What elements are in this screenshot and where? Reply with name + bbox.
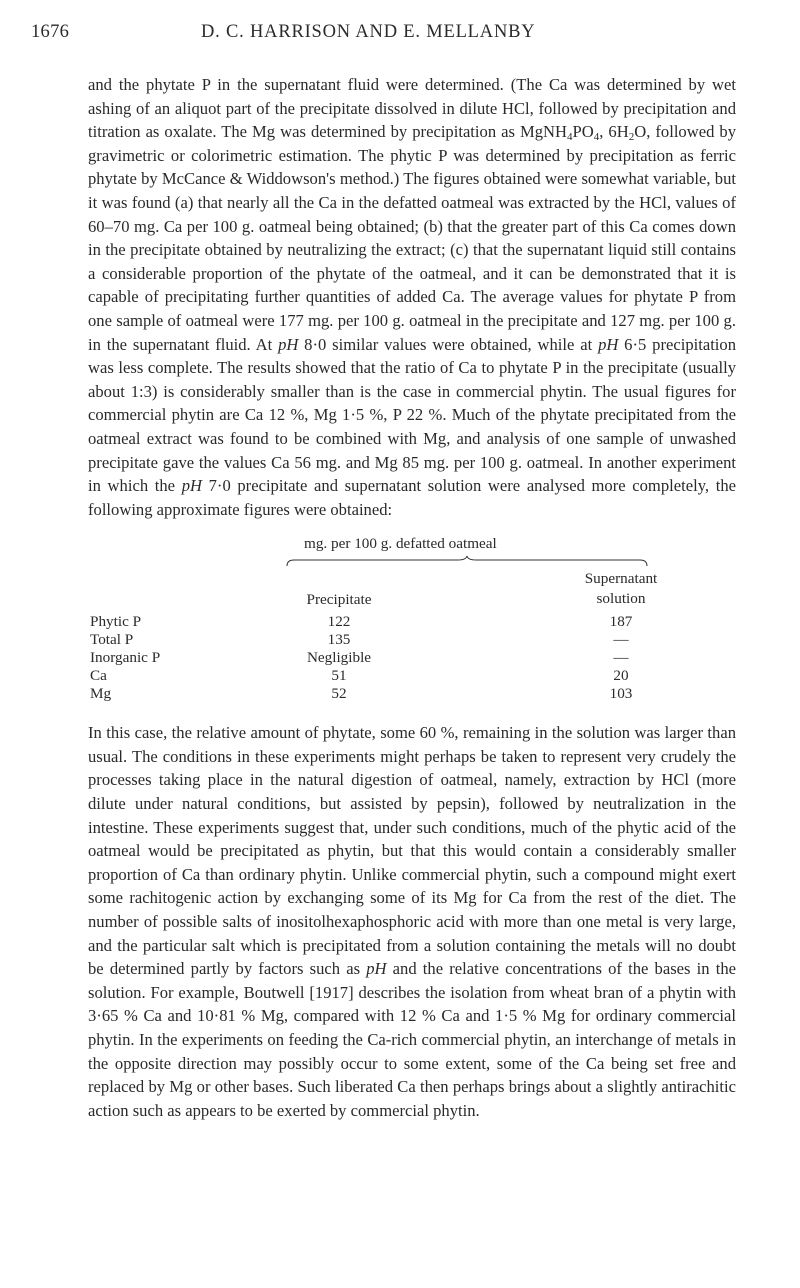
ph-term: pH: [278, 334, 299, 354]
results-table: [88, 535, 728, 703]
p1-text-f: 6·5 precipitation was less complete. The results showed that the ratio of Ca to phytate P in the precipitate (usually about 1:3) is considerably smaller than is the case in commercial phytin. The usual figures for commercial phytin are Ca 12 %, Mg 1·5 %, P 22 %. Much of the phytate precipitated from the oatmeal extract was found to be combined with Mg, and analysis of one sample of unwashed precipitate gave the values Ca 56 mg. and Mg 85 mg. per 100 g. oatmeal. In another experiment in which the: [88, 334, 737, 496]
paragraph-1: [88, 73, 736, 521]
column-header-supernatant: [566, 569, 676, 609]
row-label: Phytic P: [90, 613, 142, 631]
column-header-supernatant-line2: solution: [596, 590, 646, 608]
cell-supernatant: 187: [609, 613, 633, 631]
ph-term: pH: [366, 959, 387, 979]
p1-text-e: 8·0 similar values were obtained, while at: [298, 334, 599, 354]
cell-precipitate: Negligible: [306, 649, 372, 667]
paragraph-2: [88, 721, 736, 1122]
column-header-precipitate: Precipitate: [306, 591, 372, 609]
table-row: [88, 667, 728, 685]
table-caption: mg. per 100 g. defatted oatmeal: [304, 535, 497, 553]
ph-term: pH: [598, 334, 619, 354]
subscript-4: 4: [567, 131, 573, 144]
p1-text-d: O, followed by gravimetric or colorimetric estimation. The phytic P was determined by precipitation as ferric phytate by McCance & Widdowson's method.) The figures obtained were somewhat variable, but it was found (a) that nearly all the Ca in the defatted oatmeal was extracted by the HCl, values of 60–70 mg. Ca per 100 g. oatmeal being obtained; (b) that the greater part of this Ca comes down in the precipitate obtained by neutralizing the extract; (c) that the supernatant liquid still contains a considerable proportion of the phytate of the oatmeal, and it can be demonstrated that it is capable of precipitating further quantities of added Ca. The average values for phytate P from one sample of oatmeal were 177 mg. per 100 g. oatmeal in the precipitate and 127 mg. per 100 g. in the supernatant fluid. At: [88, 122, 736, 354]
table-row: [88, 649, 728, 667]
ph-term: pH: [181, 476, 202, 496]
cell-supernatant: 103: [609, 685, 633, 703]
cell-supernatant: —: [613, 631, 629, 649]
p1-text-b: PO: [572, 122, 594, 142]
table-row: [88, 631, 728, 649]
p2-text-b: and the relative concentrations of the bases in the solution. For example, Boutwell [1917] describes the isolation from wheat bran of a phytin with 3·65 % Ca and 10·81 % Mg, compared with 12 % Ca and 1·5 % Mg for ordinary commercial phytin. In the experiments on feeding the Ca-rich commercial phytin, an interchange of metals in the opposite direction may possibly occur to some extent, some of the Ca being set free and replaced by Mg or other bases. Such liberated Ca then perhaps brings about a slightly antirachitic action such as appears to be exerted by commercial phytin.: [88, 959, 736, 1120]
column-header-supernatant-line1: Supernatant: [584, 570, 658, 588]
cell-precipitate: 51: [331, 667, 347, 685]
running-header: [31, 22, 736, 43]
p1-text-g: 7·0 precipitate and supernatant solution were analysed more completely, the following approximate figures were obtained:: [88, 476, 736, 519]
table-row: [88, 613, 728, 631]
row-label: Inorganic P: [90, 649, 161, 667]
row-label: Mg: [90, 685, 112, 703]
p1-text-a: and the phytate P in the supernatant fluid were determined. (The Ca was determined by wet ashing of an aliquot part of the precipitate dissolved in dilute HCl, followed by precipitation and titration as oxalate. The Mg was determined by precipitation as MgNH: [88, 75, 736, 142]
cell-supernatant: —: [613, 649, 629, 667]
cell-precipitate: 135: [327, 631, 351, 649]
page-number: 1676: [31, 22, 70, 42]
cell-precipitate: 52: [331, 685, 347, 703]
table-row: [88, 685, 728, 703]
row-label: Ca: [90, 667, 107, 685]
p1-text-c: , 6H: [599, 122, 629, 142]
subscript-4b: 4: [593, 131, 600, 144]
running-title-authors: D. C. HARRISON AND E. MELLANBY: [201, 22, 536, 42]
cell-supernatant: 20: [613, 667, 629, 685]
brace-icon: [286, 555, 648, 567]
p2-text-a: In this case, the relative amount of phytate, some 60 %, remaining in the solution was larger than usual. The conditions in these experiments might perhaps be taken to represent very crudely the processes taking place in the natural digestion of oatmeal, namely, extraction by HCl (more dilute under natural conditions, but assisted by pepsin), followed by neutralization in the intestine. These experiments suggest that, under such conditions, much of the phytic acid of the oatmeal would be precipitated as phytin, but that this would contain a considerably smaller proportion of Ca than ordinary phytin. Unlike commercial phytin, such a compound might exert some rachitogenic action by exchanging some of its Mg for Ca from the rest of the diet. The number of possible salts of inositolhexaphosphoric acid with more than one metal is very large, and the particular salt which is precipitated from a solution containing the metals will no doubt be determined partly by factors such as: [88, 723, 736, 979]
subscript-2: 2: [628, 131, 635, 144]
row-label: Total P: [90, 631, 134, 649]
cell-precipitate: 122: [327, 613, 351, 631]
